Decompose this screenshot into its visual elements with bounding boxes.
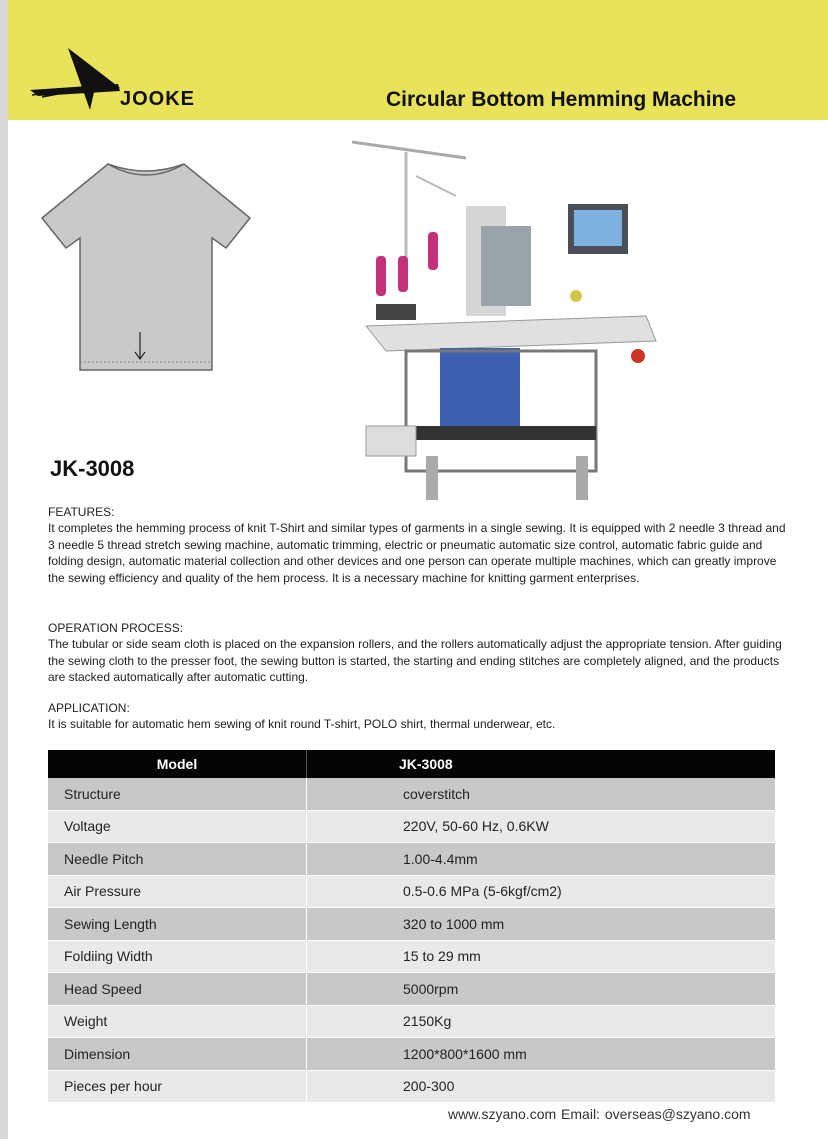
page-edge	[0, 0, 8, 1139]
spec-value: 200-300	[307, 1070, 776, 1103]
spec-value: 1200*800*1600 mm	[307, 1038, 776, 1071]
spec-label: Sewing Length	[48, 908, 307, 941]
operation-section	[48, 620, 788, 686]
features-section	[48, 504, 788, 586]
website-link[interactable]: www.szyano.com	[448, 1106, 557, 1122]
application-text: It is suitable for automatic hem sewing of knit round T-shirt, POLO shirt, thermal underwear, etc.	[48, 717, 556, 732]
page-title: Circular Bottom Hemming Machine	[386, 88, 737, 111]
brand-name: JOOKE	[120, 88, 196, 110]
table-row	[48, 778, 775, 810]
spec-label: Needle Pitch	[48, 843, 307, 876]
table-row	[48, 875, 775, 908]
application-heading: APPLICATION:	[48, 701, 130, 715]
email-link[interactable]: Email: overseas@szyano.com	[561, 1106, 751, 1122]
spec-label: Pieces per hour	[48, 1070, 307, 1103]
operation-text: The tubular or side seam cloth is placed on the expansion rollers, and the rollers automatically adjust the appropriate tension. After guiding the sewing cloth to the presser foot, the sewing button is started, the starting and ending stitches are completely aligned, and the products are stacked automatically after automatic cutting.	[48, 637, 782, 685]
spec-label: Structure	[48, 778, 307, 810]
table-row	[48, 908, 775, 941]
spec-label: Voltage	[48, 810, 307, 843]
spec-header-value: JK-3008	[307, 750, 776, 778]
table-row	[48, 1005, 775, 1038]
features-text: It completes the hemming process of knit T-Shirt and similar types of garments in a single sewing. It is equipped with 2 needle 3 thread and 3 needle 5 thread stretch sewing machine, automatic trimming, electric or pneumatic automatic size control, automatic fabric guide and folding design, automatic material collection and other devices and one person can operate multiple machines, which can greatly improve the sewing efficiency and quality of the hem process. It is a necessary machine for knitting garment enterprises.	[48, 521, 786, 585]
table-row	[48, 1070, 775, 1103]
spec-value: coverstitch	[307, 778, 776, 810]
spec-label: Foldiing Width	[48, 940, 307, 973]
spec-value: 320 to 1000 mm	[307, 908, 776, 941]
tshirt-illustration	[40, 160, 252, 376]
spec-value: 2150Kg	[307, 1005, 776, 1038]
spec-label: Air Pressure	[48, 875, 307, 908]
spec-label: Weight	[48, 1005, 307, 1038]
features-heading: FEATURES:	[48, 505, 115, 519]
spec-label: Head Speed	[48, 973, 307, 1006]
spec-value: 15 to 29 mm	[307, 940, 776, 973]
table-row	[48, 973, 775, 1006]
spec-label: Dimension	[48, 1038, 307, 1071]
table-row	[48, 940, 775, 973]
spec-table	[48, 750, 775, 1103]
table-row	[48, 843, 775, 876]
footer-contact	[448, 1106, 751, 1122]
spec-value: 220V, 50-60 Hz, 0.6KW	[307, 810, 776, 843]
table-row	[48, 1038, 775, 1071]
model-number: JK-3008	[50, 456, 135, 481]
spec-header-label: Model	[48, 750, 307, 778]
logo-swoosh-icon	[30, 48, 120, 110]
spec-value: 1.00-4.4mm	[307, 843, 776, 876]
operation-heading: OPERATION PROCESS:	[48, 621, 184, 635]
spec-value: 5000rpm	[307, 973, 776, 1006]
table-row	[48, 810, 775, 843]
application-section	[48, 700, 788, 733]
spec-table-header	[48, 750, 775, 778]
spec-value: 0.5-0.6 MPa (5-6kgf/cm2)	[307, 875, 776, 908]
machine-photo	[346, 136, 664, 508]
